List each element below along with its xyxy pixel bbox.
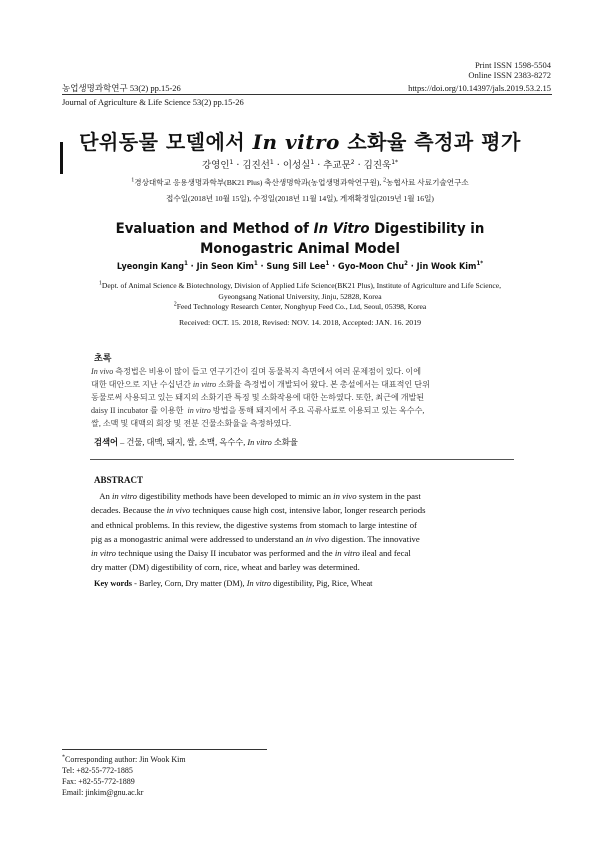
header-rule <box>62 94 552 95</box>
e-title-post: Digestibility in <box>369 221 485 237</box>
e-aff1-sup: 1 <box>98 280 102 287</box>
footnote <box>62 754 186 798</box>
text-line <box>91 532 510 546</box>
text-segment: dry matter (DM) digestibility of corn, rice, wheat and barley was determined. <box>91 562 360 573</box>
author-name: Jin Wook Kim <box>416 262 477 272</box>
kw-en-post: digestibility, Pig, Rice, Wheat <box>271 579 373 588</box>
text-segment: in vitro <box>112 491 138 501</box>
author-sup: 1 <box>269 158 274 166</box>
journal-en: Journal of Agriculture & Life Science 53(2) pp.15-26 <box>62 96 244 107</box>
korean-affiliations <box>0 177 600 188</box>
footnote-tel: Tel: +82-55-772-1885 <box>62 766 133 775</box>
author-sup: 2 <box>350 158 355 166</box>
text-segment: 방법을 통해 돼지에서 주요 곡류사료로 이용되고 있는 옥수수, <box>210 406 425 415</box>
korean-title-post: 소화율 측정과 평가 <box>339 130 521 154</box>
text-segment: daisy II incubator 를 이용한 <box>91 406 188 415</box>
text-line <box>91 503 510 517</box>
author-name: Jin Seon Kim <box>196 262 254 272</box>
korean-authors <box>0 157 600 171</box>
author-sup: 1* <box>391 158 399 166</box>
text-line <box>91 489 510 503</box>
online-issn: Online ISSN 2383-8272 <box>468 70 551 80</box>
text-line <box>91 365 510 378</box>
text-segment: pig as a monogastric animal were addressed to understand an <box>91 533 306 544</box>
keywords-en <box>94 579 372 588</box>
kw-en-italic: In vitro <box>246 579 272 588</box>
korean-title-italic: In vitro <box>252 130 340 154</box>
text-segment: in vitro <box>187 406 211 415</box>
text-segment: 측정법은 비용이 많이 들고 연구기간이 길며 동물복지 측면에서 여러 문제점이 있다. 이에 <box>113 367 422 376</box>
corresponding-author: Corresponding author: Jin Wook Kim <box>65 755 186 764</box>
keywords-kr <box>94 436 298 448</box>
text-line <box>91 546 510 560</box>
doi-link[interactable]: https://doi.org/10.14397/jals.2019.53.2.15 <box>408 83 551 93</box>
text-segment: technique using the Daisy II incubator was performed and the <box>116 548 335 559</box>
section-divider <box>90 459 514 460</box>
abstract-kr-heading: 초록 <box>94 353 112 363</box>
abstract-en-heading: ABSTRACT <box>94 475 144 485</box>
k-aff2: 농협사료 사료기술연구소 <box>386 178 469 187</box>
kw-kr-label: 검색어 <box>94 438 119 447</box>
kw-kr-post: 소화율 <box>271 438 298 447</box>
author-name: 김진욱 <box>363 160 392 171</box>
print-issn: Print ISSN 1598-5504 <box>474 60 551 70</box>
author-sup: 2 <box>404 260 408 267</box>
e-title-italic: In Vitro <box>313 221 370 237</box>
footnote-email[interactable]: Email: jinkim@gnu.ac.kr <box>62 788 144 797</box>
text-segment: in vitro <box>334 548 360 559</box>
text-segment: in vivo <box>166 505 191 516</box>
author-separator: · <box>329 262 339 272</box>
k-aff1: 경상대학교 응용생명과학부(BK21 Plus) 축산생명학과(농업생명과학연구원), <box>134 178 384 187</box>
text-line <box>91 560 510 574</box>
text-line <box>91 518 510 532</box>
text-line <box>91 378 510 391</box>
author-sup: 1 <box>229 158 234 166</box>
issn-block <box>468 60 551 80</box>
e-aff1-line1: Dept. of Animal Science & Biotechnology, Division of Applied Life Science(BK21 Plus), Institute of Agriculture and Life Science, <box>101 281 502 290</box>
e-aff2: Feed Technology Research Center, Nonghyup Feed Co., Ltd, Seoul, 05398, Korea <box>176 302 427 311</box>
author-name: 김진선 <box>242 160 270 171</box>
text-segment: 쌀, 소맥 및 대맥의 회장 및 전분 건물소화율을 측정하였다. <box>91 419 292 428</box>
footnote-star: * <box>62 754 65 761</box>
text-segment: 동물로써 사용되고 있는 돼지의 소화기관 특징 및 소화작용에 대한 논하였다. 또한, 최근에 개발된 <box>91 393 425 402</box>
author-name: 추교문 <box>323 160 351 171</box>
text-segment: In vivo <box>91 367 114 376</box>
author-sup: 1 <box>253 260 258 267</box>
korean-dates: 접수일(2018년 10월 15일), 수정일(2018년 11월 14일), 게재확정일(2019년 1월 16일) <box>166 194 434 203</box>
text-segment: in vitro <box>192 380 217 389</box>
english-title <box>24 219 576 259</box>
author-separator: · <box>407 262 417 272</box>
text-segment: 대한 대안으로 지난 수십년간 <box>91 380 193 389</box>
author-separator: · <box>273 160 283 171</box>
kw-en-label: Key words <box>94 579 133 588</box>
author-name: Lyeongin Kang <box>116 262 185 272</box>
author-sup: 1 <box>184 260 188 267</box>
author-sup: 1 <box>310 158 315 166</box>
e-title-line2: Monogastric Animal Model <box>200 241 400 257</box>
author-name: 강영인 <box>201 160 230 171</box>
text-segment: system in the past <box>356 491 421 501</box>
text-segment: in vivo <box>333 491 357 501</box>
text-line <box>91 417 510 430</box>
kw-en-pre: - Barley, Corn, Dry matter (DM), <box>132 579 247 588</box>
english-authors <box>30 262 570 272</box>
text-segment: An <box>91 491 112 501</box>
text-segment: in vivo <box>305 533 330 544</box>
korean-title-pre: 단위동물 모델에서 <box>79 130 253 154</box>
kw-kr-pre: – 건물, 대맥, 돼지, 쌀, 소맥, 옥수수, <box>118 438 248 447</box>
journal-header <box>62 83 244 107</box>
korean-title <box>0 126 600 155</box>
text-segment: and ethnical problems. In this review, the digestive systems from stomach to large intestine of <box>91 519 417 530</box>
english-affiliations <box>0 281 600 313</box>
text-segment: decades. Because the <box>91 505 167 516</box>
abstract-kr-body <box>91 365 510 430</box>
footnote-fax: Fax: +82-55-772-1889 <box>62 777 135 786</box>
author-separator: · <box>354 160 364 171</box>
k-aff1-sup: 1 <box>131 177 135 184</box>
text-line <box>91 391 510 404</box>
footnote-rule <box>62 749 267 750</box>
author-separator: · <box>233 160 243 171</box>
author-separator: · <box>187 262 197 272</box>
k-aff2-sup: 2 <box>383 177 387 184</box>
e-title-pre: Evaluation and Method of <box>115 221 314 237</box>
author-name: Gyo-Moon Chu <box>338 262 405 272</box>
text-segment: digestion. The innovative <box>329 533 420 544</box>
kw-kr-italic: In vitro <box>247 438 272 447</box>
text-segment: 소화율 측정법이 개발되어 왔다. 본 총설에서는 대표적인 단위 <box>216 380 430 389</box>
author-separator: · <box>257 262 267 272</box>
author-sup: 1* <box>476 260 484 267</box>
journal-kr: 농업생명과학연구 53(2) pp.15-26 <box>62 83 181 93</box>
text-segment: digestibility methods have been developed to mimic an <box>137 491 334 501</box>
e-aff1-line2: Gyeongsang National University, Jinju, 52828, Korea <box>218 291 382 301</box>
author-sup: 1 <box>325 260 330 267</box>
text-line <box>91 404 510 417</box>
text-segment: in vitro <box>91 548 117 559</box>
author-name: 이성실 <box>282 160 311 171</box>
abstract-en-body <box>91 489 510 575</box>
e-aff2-sup: 2 <box>173 301 177 308</box>
author-name: Sung Sill Lee <box>266 262 326 272</box>
author-separator: · <box>314 160 324 171</box>
english-dates: Received: OCT. 15. 2018, Revised: NOV. 14. 2018, Accepted: JAN. 16. 2019 <box>178 318 422 327</box>
text-segment: techniques cause high cost, intensive labor, longer research periods <box>190 505 426 516</box>
text-segment: ileal and fecal <box>359 548 411 559</box>
